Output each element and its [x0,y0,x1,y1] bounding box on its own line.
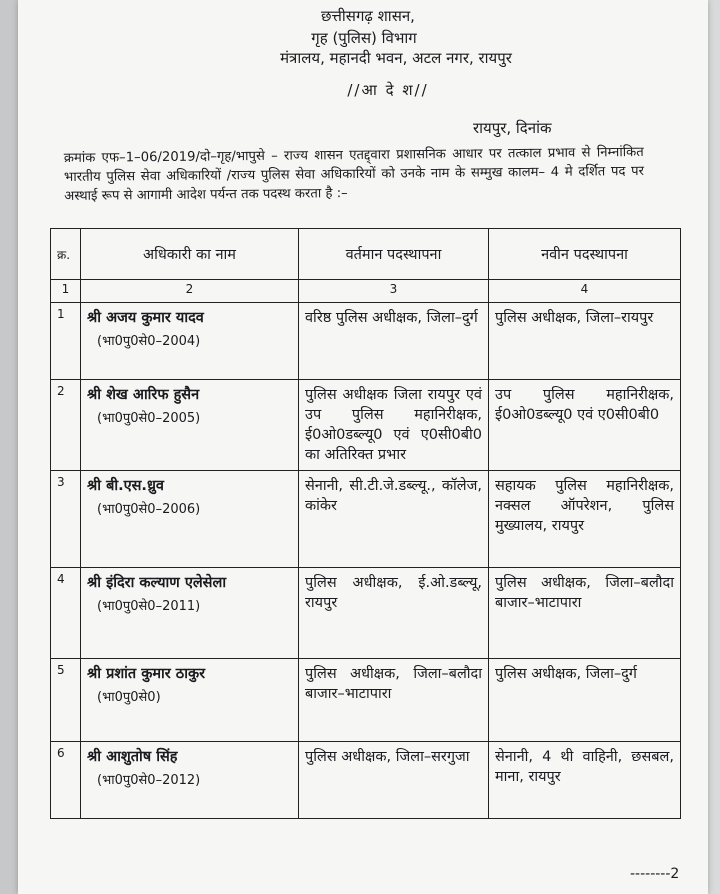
new-posting: सेनानी, 4 थी वाहिनी, छसबल, माना, रायपुर [489,742,681,819]
officer-name: श्री बी.एस.ध्रुव [87,478,164,494]
row-sn: 3 [51,471,81,568]
header-new-posting: नवीन पदस्थापना [489,229,681,280]
officer-cell [81,742,299,819]
officer-cell [81,568,299,659]
current-posting: पुलिस अधीक्षक, जिला–सरगुजा [299,742,489,819]
table-row [51,380,681,471]
row-sn: 6 [51,742,81,819]
col-number: 2 [81,280,299,303]
officer-cell [81,471,299,568]
header-current-posting: वर्तमान पदस्थापना [299,229,489,280]
officer-service: (भा0पु0से0–2004) [97,334,201,349]
header-name: अधिकारी का नाम [81,229,299,280]
scan-margin [0,0,18,894]
col-number: 4 [489,280,681,303]
table-row [51,659,681,742]
department-name: गृह (पुलिस) विभाग [311,29,417,47]
order-body-text: क्रमांक एफ–1–06/2019/दो–गृह/भापुसे – राज्य शासन एतद्द्वारा प्रशासनिक आधार पर तत्काल प्रभाव से निम्नांकित भारतीय पुलिस सेवा अधिकारियों /राज्य पुलिस सेवा अधिकारियों को उनके नाम के सम्मुख कालम– 4 मे दर्शित पद पर अस्थाई रूप से आगामी आदेश पर्यन्त तक पदस्थ करता है :– [63,144,645,205]
officer-name: श्री शेख आरिफ हुसैन [87,387,200,403]
current-posting: पुलिस अधीक्षक, जिला–बलौदा बाजार–भाटापारा [299,659,489,742]
officer-cell [81,659,299,742]
place-date: रायपुर, दिनांक [473,119,552,137]
row-sn: 4 [51,568,81,659]
new-posting: पुलिस अधीक्षक, जिला–रायपुर [489,303,681,380]
col-number: 1 [51,280,81,303]
col-number: 3 [299,280,489,303]
officer-service: (भा0पु0से0–2005) [97,411,201,426]
officer-name: श्री अजय कुमार यादव [87,310,204,326]
row-sn: 2 [51,380,81,471]
officer-service: (भा0पु0से0–2012) [97,773,201,788]
ministry-address: मंत्रालय, महानदी भवन, अटल नगर, रायपुर [280,49,512,67]
document-page [18,0,708,894]
column-number-row [51,280,681,303]
officer-name: श्री इंदिरा कल्याण एलेसेला [87,575,227,591]
table-row [51,742,681,819]
new-posting: पुलिस अधीक्षक, जिला–दुर्ग [489,659,681,742]
table-row [51,471,681,568]
row-sn: 1 [51,303,81,380]
table-row [51,568,681,659]
order-title: //आ दे श// [347,81,429,99]
current-posting: वरिष्ठ पुलिस अधीक्षक, जिला–दुर्ग [299,303,489,380]
officer-service: (भा0पु0से0–2011) [97,599,201,614]
officer-service: (भा0पु0से0–2006) [97,502,201,517]
postings-table [50,228,680,819]
new-posting: पुलिस अधीक्षक, जिला–बलौदा बाजार–भाटापारा [489,568,681,659]
header-sn: क्र. [51,229,81,280]
current-posting: सेनानी, सी.टी.जे.डब्ल्यू., कॉलेज, कांकेर [299,471,489,568]
govt-name: छत्तीसगढ़ शासन, [321,7,415,25]
new-posting: उप पुलिस महानिरीक्षक, ई0ओ0डब्ल्यू0 एवं ए0सी0बी0 [489,380,681,471]
officer-cell [81,303,299,380]
page-continuation: --------2 [630,866,680,882]
row-sn: 5 [51,659,81,742]
officer-cell [81,380,299,471]
current-posting: पुलिस अधीक्षक जिला रायपुर एवं उप पुलिस महानिरीक्षक, ई0ओ0डब्ल्यू0 एवं ए0सी0बी0 का अतिरिक्त प्रभार [299,380,489,471]
officer-service: (भा0पु0से0) [97,690,161,705]
table-row [51,303,681,380]
officer-name: श्री आशुतोष सिंह [87,749,178,765]
officer-name: श्री प्रशांत कुमार ठाकुर [87,666,206,682]
current-posting: पुलिस अधीक्षक, ई.ओ.डब्ल्यू, रायपुर [299,568,489,659]
new-posting: सहायक पुलिस महानिरीक्षक, नक्सल ऑपरेशन, पुलिस मुख्यालय, रायपुर [489,471,681,568]
